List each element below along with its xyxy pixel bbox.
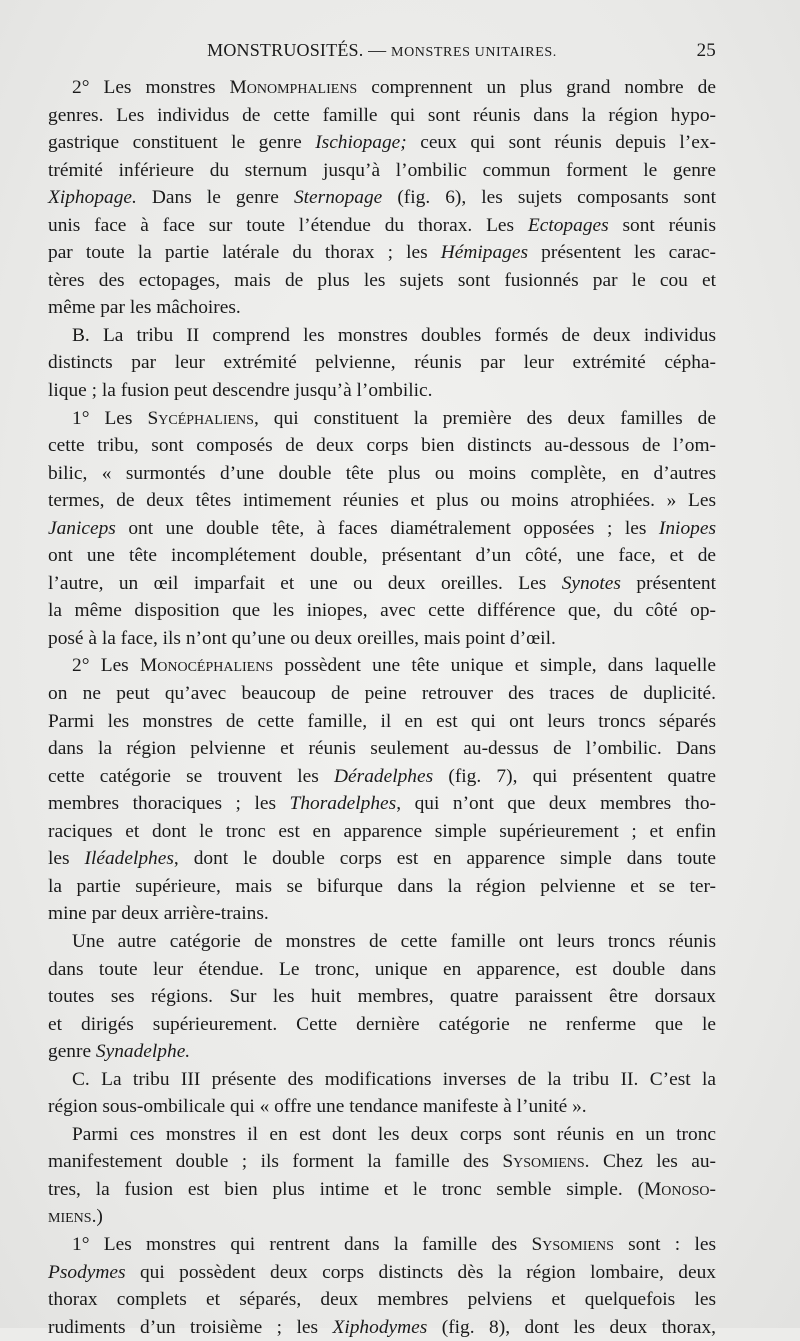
text-run: possèdent une tête unique et simple, dans laquelle xyxy=(273,655,716,677)
text-run: dans toute leur étendue. Le tronc, unique en apparence, est double dans xyxy=(48,958,716,980)
italic-term: Thoradelphes xyxy=(289,793,397,815)
text-line xyxy=(48,322,716,350)
small-caps-term: Monocéphaliens xyxy=(140,655,274,677)
text-line xyxy=(48,1314,716,1341)
text-line xyxy=(48,983,716,1011)
text-run: 2° Les monstres xyxy=(72,77,230,98)
italic-term: Sternopage xyxy=(293,187,383,209)
text-run: cette tribu, sont composés de deux corps bien distincts au-dessous de l’om- xyxy=(48,435,716,457)
text-run: qui possèdent deux corps distincts dès la région lombaire, deux xyxy=(125,1261,716,1283)
text-line xyxy=(48,1286,716,1314)
text-line xyxy=(48,1121,716,1149)
text-line xyxy=(48,1231,716,1259)
text-run: Parmi ces monstres il en est dont les deux corps sont réunis en un tronc xyxy=(72,1123,716,1145)
italic-term: Iniopes xyxy=(658,517,716,539)
italic-term: Psodymes xyxy=(48,1261,126,1283)
text-line xyxy=(48,790,716,818)
text-run: et dirigés supérieurement. Cette dernière catégorie ne renferme que le xyxy=(48,1013,716,1035)
running-title xyxy=(48,40,716,61)
italic-term: Ectopages xyxy=(527,214,609,236)
text-line xyxy=(48,377,716,405)
text-run: la partie supérieure, mais se bifurque dans la région pelvienne et se ter- xyxy=(48,875,716,897)
small-caps-term: Monoso- xyxy=(644,1178,716,1200)
italic-term: Déradelphes xyxy=(334,765,434,787)
italic-term: Synotes xyxy=(561,572,621,594)
text-run: Parmi les monstres de cette famille, il en est qui ont leurs troncs séparés xyxy=(48,710,716,732)
text-line xyxy=(48,460,716,488)
text-line xyxy=(48,515,716,543)
text-run: comprennent un plus grand nombre de xyxy=(357,77,716,98)
text-line xyxy=(48,1093,716,1121)
text-run: la même disposition que les iniopes, avec cette différence que, du côté op- xyxy=(48,600,716,622)
text-line xyxy=(48,1259,716,1287)
italic-term: Xiphodymes xyxy=(332,1316,428,1338)
text-run: l’autre, un œil imparfait et une ou deux oreilles. Les xyxy=(48,572,562,594)
text-run: sont : les xyxy=(613,1233,716,1255)
text-run: dans la région pelvienne et réunis seulement au-dessus de l’ombilic. Dans xyxy=(48,738,716,760)
text-run: par toute la partie latérale du thorax ; les xyxy=(48,242,441,264)
text-run: tères des ectopages, mais de plus les sujets sont fusionnés par le cou et xyxy=(48,269,716,291)
text-line xyxy=(48,1038,716,1066)
text-run: présentent xyxy=(620,572,717,594)
text-run: distincts par leur extrémité pelvienne, réunis par leur extrémité cépha- xyxy=(48,352,716,374)
text-line xyxy=(48,102,716,130)
running-header xyxy=(48,40,716,70)
text-line xyxy=(48,432,716,460)
text-run: raciques et dont le tronc est en apparence simple supérieurement ; et enfin xyxy=(48,820,716,842)
text-line xyxy=(48,845,716,873)
text-run: (fig. 6), les sujets composants sont xyxy=(382,187,716,209)
text-line xyxy=(48,763,716,791)
text-line xyxy=(48,956,716,984)
page-number: 25 xyxy=(696,40,716,61)
text-run: genre xyxy=(48,1041,96,1063)
text-run: (fig. 7), qui présentent quatre xyxy=(433,765,716,787)
text-run: , qui constituent la première des deux familles de xyxy=(253,407,716,429)
text-line xyxy=(48,74,716,102)
text-run: sont réunis xyxy=(608,214,716,236)
text-line xyxy=(48,487,716,515)
italic-term: Hémipages xyxy=(440,242,529,264)
text-run: membres thoraciques ; les xyxy=(48,793,290,815)
text-run: manifestement double ; ils forment la famille des xyxy=(48,1151,503,1173)
text-run: Une autre catégorie de monstres de cette famille ont leurs troncs réunis xyxy=(72,930,716,952)
text-run: termes, de deux têtes intimement réunies et plus ou moins atrophiées. » Les xyxy=(48,490,716,512)
running-title-sub: MONSTRES UNITAIRES. xyxy=(391,45,557,60)
body-text xyxy=(48,74,716,1341)
text-run: ont une double tête, à faces diamétralement opposées ; les xyxy=(115,517,659,539)
italic-term: Ischiopage; xyxy=(315,132,407,154)
small-caps-term: Sysomiens xyxy=(502,1151,585,1173)
text-line xyxy=(48,680,716,708)
text-line xyxy=(48,542,716,570)
text-line xyxy=(48,1203,716,1231)
text-line xyxy=(48,570,716,598)
text-line xyxy=(48,129,716,157)
text-run: même par les mâchoires. xyxy=(48,297,241,319)
text-line xyxy=(48,900,716,928)
italic-term: Synadelphe. xyxy=(95,1041,191,1063)
text-run: gastrique constituent le genre xyxy=(48,132,316,154)
text-run: région sous-ombilicale qui « offre une tendance manifeste à l’unité ». xyxy=(48,1096,587,1118)
text-run: rudiments d’un troisième ; les xyxy=(48,1316,333,1338)
text-run: ceux qui sont réunis depuis l’ex- xyxy=(406,132,716,154)
text-line xyxy=(48,212,716,240)
text-run: C. La tribu III présente des modifications inverses de la tribu II. C’est la xyxy=(72,1068,716,1090)
text-line xyxy=(48,1011,716,1039)
text-run: présentent les carac- xyxy=(528,242,716,264)
text-run: 1° Les monstres qui rentrent dans la famille des xyxy=(72,1233,532,1255)
italic-term: Xiphopage. xyxy=(48,187,137,209)
text-run: toutes ses régions. Sur les huit membres, quatre paraissent être dorsaux xyxy=(48,986,716,1008)
text-line xyxy=(48,239,716,267)
text-run: cette catégorie se trouvent les xyxy=(48,765,335,787)
text-line xyxy=(48,157,716,185)
text-run: ont une tête incomplétement double, présentant d’un côté, une face, et de xyxy=(48,545,716,567)
text-line xyxy=(48,267,716,295)
text-line xyxy=(48,184,716,212)
text-line xyxy=(48,294,716,322)
running-title-main: MONSTRUOSITÉS. — xyxy=(207,40,392,60)
small-caps-term: Sysomiens xyxy=(531,1233,614,1255)
text-run: tres, la fusion est bien plus intime et le tronc semble simple. ( xyxy=(48,1178,645,1200)
text-line xyxy=(48,625,716,653)
text-run: posé à la face, ils n’ont qu’une ou deux oreilles, mais point d’œil. xyxy=(48,627,556,649)
text-run: lique ; la fusion peut descendre jusqu’à l’ombilic. xyxy=(48,380,433,402)
text-run: . Chez les au- xyxy=(584,1151,716,1173)
italic-term: Janiceps xyxy=(48,517,116,539)
text-run: on ne peut qu’avec beaucoup de peine retrouver des traces de duplicité. xyxy=(48,683,716,705)
text-run: .) xyxy=(91,1206,103,1228)
text-line xyxy=(48,597,716,625)
text-run: 1° Les xyxy=(72,407,148,429)
text-run: thorax complets et séparés, deux membres pelviens et quelquefois les xyxy=(48,1289,716,1311)
text-run: B. La tribu II comprend les monstres doubles formés de deux individus xyxy=(72,324,716,346)
text-run: 2° Les xyxy=(72,655,140,677)
text-line xyxy=(48,349,716,377)
small-caps-term: Sycéphaliens xyxy=(147,407,254,429)
text-line xyxy=(48,405,716,433)
text-run: mine par deux arrière-trains. xyxy=(48,903,269,925)
text-line xyxy=(48,1148,716,1176)
text-line xyxy=(48,735,716,763)
text-run: les xyxy=(48,848,85,870)
text-run: Dans le genre xyxy=(136,187,294,209)
text-run: , dont le double corps est en apparence simple dans toute xyxy=(173,848,716,870)
text-line xyxy=(48,928,716,956)
text-line xyxy=(48,818,716,846)
italic-term: Iléadelphes xyxy=(84,848,174,870)
text-run: bilic, « surmontés d’une double tête plus ou moins complète, en d’autres xyxy=(48,462,716,484)
text-run: genres. Les individus de cette famille qui sont réunis dans la région hypo- xyxy=(48,104,716,126)
text-run: trémité inférieure du sternum jusqu’à l’ombilic commun forment le genre xyxy=(48,159,716,181)
text-run: unis face à face sur toute l’étendue du thorax. Les xyxy=(48,214,528,236)
text-line xyxy=(48,708,716,736)
text-line xyxy=(48,652,716,680)
text-line xyxy=(48,873,716,901)
text-run: (fig. 8), dont les deux thorax, xyxy=(427,1316,716,1338)
text-run: , qui n’ont que deux membres tho- xyxy=(396,793,716,815)
small-caps-term: miens xyxy=(48,1206,92,1228)
text-line xyxy=(48,1176,716,1204)
text-line xyxy=(48,1066,716,1094)
small-caps-term: Monomphaliens xyxy=(229,77,358,98)
